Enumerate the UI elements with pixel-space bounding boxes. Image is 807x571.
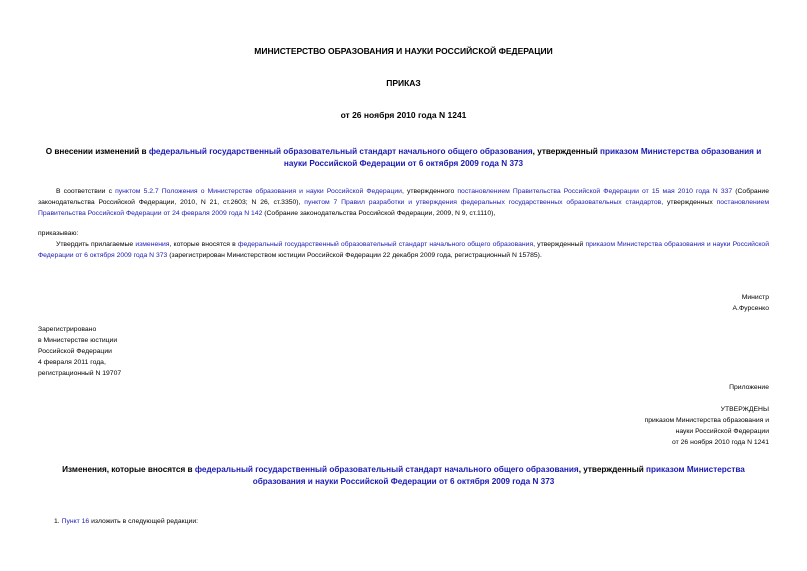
approved-line-1: УТВЕРЖДЕНЫ xyxy=(720,406,769,413)
registration-line-2: в Министерстве юстиции xyxy=(38,337,118,344)
preamble-paragraph xyxy=(38,186,769,219)
approve-text-2: , которые вносятся в xyxy=(169,241,238,248)
preamble-text-5: (Собрание законодательства Российской Федерации, 2009, N 9, ст.1110), xyxy=(262,210,496,217)
preamble-text-4: , утвержденных xyxy=(661,199,717,206)
registration-block xyxy=(38,324,121,379)
signature-role: Министр xyxy=(741,294,769,301)
item-1 xyxy=(54,516,198,527)
registration-line-3: Российской Федерации xyxy=(38,348,112,355)
approve-text-3: , утвержденный xyxy=(533,241,586,248)
approve-paragraph xyxy=(38,239,769,261)
approve-text-4: (зарегистрирован Министерством юстиции Российской Федерации 22 декабря 2009 года, регистрационный N 15785). xyxy=(167,252,542,259)
preamble-text-2: , утвержденного xyxy=(401,188,458,195)
fgos-noo-link[interactable]: федеральный государственный образовательный стандарт начального общего образования xyxy=(148,147,533,156)
preamble-text-3: (Собрание законодательства Российской Федерации, 2010, N 21, ст.2603; N 26, ст.3350), xyxy=(38,188,769,206)
signature-name: А.Фурсенко xyxy=(732,305,769,312)
order-373-link-3[interactable]: приказом Министерства образования и науки Российской Федерации от 6 октября 2009 года N 373 xyxy=(252,465,745,486)
registration-line-4: 4 февраля 2011 года, xyxy=(38,359,106,366)
resolution-142-link[interactable]: постановлением Правительства Российской Федерации от 24 февраля 2009 года N 142 xyxy=(38,199,769,217)
item-16-link[interactable]: Пункт 16 xyxy=(61,518,90,525)
date-number-heading: от 26 ноября 2010 года N 1241 xyxy=(340,110,467,120)
regulation-5-2-7-link[interactable]: пунктом 5.2.7 Положения о Министерстве образования и науки Российской Федерации xyxy=(115,188,402,195)
appendix-label: Приложение xyxy=(729,384,769,391)
changes-title-text-1: Изменения, которые вносятся в xyxy=(62,465,195,474)
rules-item-7-link[interactable]: пунктом 7 Правил разработки и утверждения федеральных государственных образовательных стандартов xyxy=(304,199,662,206)
approved-block xyxy=(645,404,769,448)
doc-type-heading: ПРИКАЗ xyxy=(386,78,421,88)
item-1-text: изложить в следующей редакции: xyxy=(89,518,199,525)
fgos-noo-link-3[interactable]: федеральный государственный образовательный стандарт начального общего образования xyxy=(194,465,579,474)
approved-line-4: от 26 ноября 2010 года N 1241 xyxy=(672,439,769,446)
changes-title-text-2: , утвержденный xyxy=(578,465,647,474)
resolution-337-link[interactable]: постановлением Правительства Российской Федерации от 15 мая 2010 года N 337 xyxy=(457,188,733,195)
item-1-number: 1. xyxy=(54,518,62,525)
fgos-noo-link-2[interactable]: федеральный государственный образовательный стандарт начального общего образования xyxy=(237,241,534,248)
ministry-heading: МИНИСТЕРСТВО ОБРАЗОВАНИЯ И НАУКИ РОССИЙСКОЙ ФЕДЕРАЦИИ xyxy=(254,46,553,56)
registration-line-1: Зарегистрировано xyxy=(38,326,97,333)
order-title-text-1: О внесении изменений в xyxy=(45,147,149,156)
changes-link[interactable]: изменения xyxy=(135,241,170,248)
order-373-link-2[interactable]: приказом Министерства образования и науки Российской Федерации от 6 октября 2009 года N 373 xyxy=(38,241,770,259)
approved-line-3: науки Российской Федерации xyxy=(675,428,769,435)
order-title xyxy=(40,146,767,170)
registration-line-5: регистрационный N 19707 xyxy=(38,370,122,377)
signature-block xyxy=(733,292,769,314)
order-373-link[interactable]: приказом Министерства образования и науки Российской Федерации от 6 октября 2009 года N 373 xyxy=(283,147,762,168)
preamble-text-1: В соответствии с xyxy=(56,188,116,195)
changes-title xyxy=(60,464,747,488)
approve-text-1: Утвердить прилагаемые xyxy=(56,241,136,248)
order-word: приказываю: xyxy=(38,230,79,237)
approved-line-2: приказом Министерства образования и xyxy=(644,417,769,424)
order-title-text-2: , утвержденный xyxy=(532,147,601,156)
